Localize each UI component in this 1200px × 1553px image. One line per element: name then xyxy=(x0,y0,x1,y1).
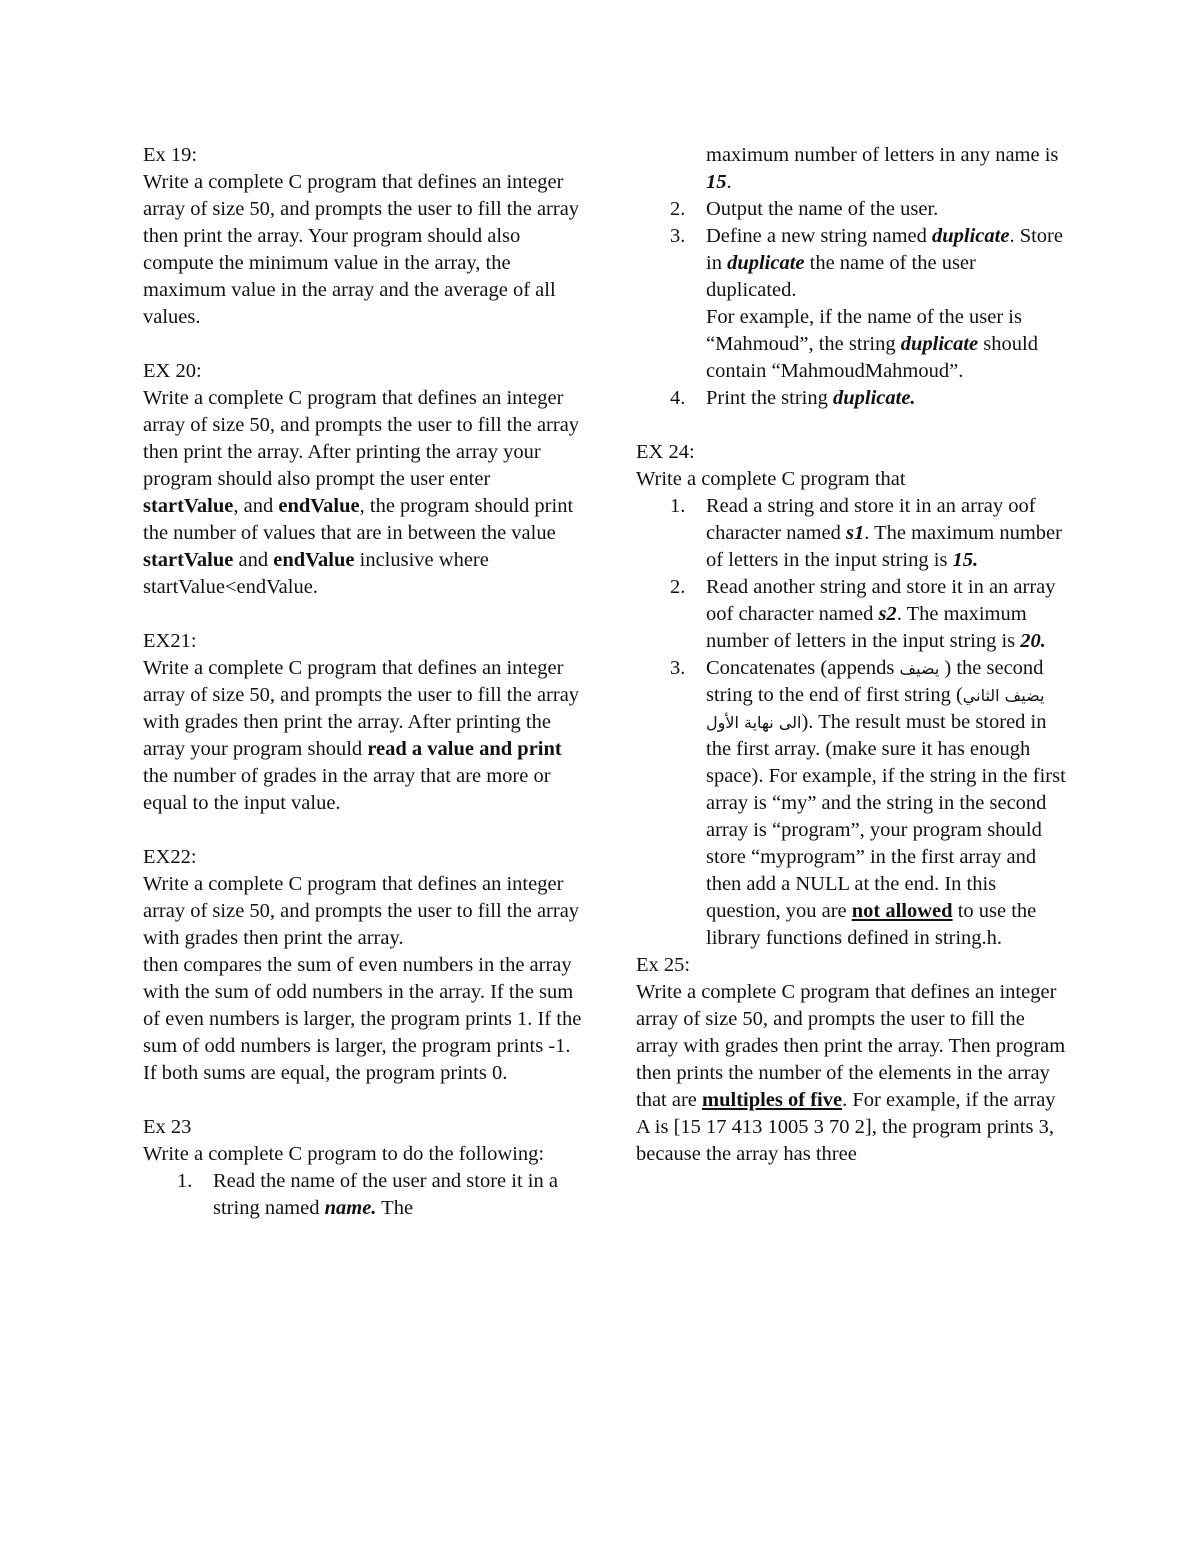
exercise-title: EX21: xyxy=(143,630,197,652)
text-run: , and xyxy=(233,495,279,517)
exercise-text: Write a complete C program that xyxy=(636,468,906,490)
keyword: duplicate xyxy=(900,333,979,355)
keyword: startValue xyxy=(143,495,234,517)
exercise-title: EX 24: xyxy=(636,441,695,463)
exercise-title: Ex 19: xyxy=(143,144,198,166)
keyword: startValue xyxy=(143,549,234,571)
keyword: multiples of five xyxy=(702,1089,843,1111)
keyword: duplicate. xyxy=(832,387,916,409)
numbered-list xyxy=(636,493,1066,952)
exercise-text: then compares the sum of even numbers in the array with the sum of odd numbers in the array. If the sum of even numbers is larger, the program prints 1. If the sum of odd numbers is larger, the program prints -1. If both sums are equal, the program prints 0. xyxy=(143,954,582,1084)
exercise-23-continued xyxy=(636,142,1066,412)
keyword: duplicate xyxy=(932,225,1010,247)
exercise-title: EX 20: xyxy=(143,360,202,382)
text-run: the number of grades in the array that are more or equal to the input value. xyxy=(143,765,551,814)
keyword: duplicate xyxy=(727,252,805,274)
exercise-text xyxy=(143,655,583,817)
exercise-22 xyxy=(143,844,583,1087)
exercise-19 xyxy=(143,142,583,331)
keyword: endValue xyxy=(278,495,360,517)
list-item xyxy=(636,385,1066,412)
text-run: Concatenates (appends xyxy=(706,657,900,679)
arabic-text: يضيف xyxy=(899,659,940,678)
list-item xyxy=(143,1168,583,1222)
text-run: . The maximum number of letters in the input string is xyxy=(706,522,1062,571)
numbered-list xyxy=(636,196,1066,412)
exercise-title: Ex 25: xyxy=(636,954,691,976)
list-item xyxy=(636,223,1066,385)
list-number: 4. xyxy=(670,387,686,409)
list-number: 2. xyxy=(670,198,686,220)
text-run: maximum number of letters in any name is xyxy=(706,144,1059,166)
keyword: s2 xyxy=(878,603,897,625)
text-run: Output the name of the user. xyxy=(706,198,939,220)
text-run: Print the string xyxy=(706,387,833,409)
exercise-title: EX22: xyxy=(143,846,197,868)
keyword: 20. xyxy=(1020,630,1046,652)
exercise-24 xyxy=(636,439,1066,952)
list-item xyxy=(636,655,1066,952)
text-run: . For example, if the array A is [15 17 413 1005 3 70 2], the program prints 3, because the array has three xyxy=(636,1089,1056,1165)
exercise-text xyxy=(143,385,583,601)
text-run: should contain “MahmoudMahmoud”. xyxy=(706,333,1038,382)
list-number: 3. xyxy=(670,225,686,247)
keyword: 15. xyxy=(952,549,979,571)
list-number: 1. xyxy=(177,1170,193,1192)
keyword: 15 xyxy=(706,171,727,193)
keyword: s1 xyxy=(846,522,865,544)
keyword: not allowed xyxy=(851,900,953,922)
text-run: inclusive where startValue<endValue. xyxy=(143,549,489,598)
numbered-list xyxy=(143,1168,583,1222)
text-run: and xyxy=(233,549,274,571)
exercise-20 xyxy=(143,358,583,601)
keyword: read a value and print xyxy=(367,738,562,760)
text-run: ). The result must be stored in the first array. (make sure it has enough space). For example, if the string in the first array is “my” and the string in the second array is “program”, your program should store “myprogram” in the first array and then add a NULL at the end. In this question, you are xyxy=(706,711,1066,922)
text-run: Read the name of the user and store it in a string named xyxy=(213,1170,558,1219)
list-item-continued xyxy=(636,142,1066,196)
text-run: the name of the user duplicated. xyxy=(706,252,976,301)
text-run: to use the library functions defined in string.h. xyxy=(706,900,1037,949)
list-item xyxy=(636,196,1066,223)
list-item xyxy=(636,574,1066,655)
right-column xyxy=(636,142,1066,1195)
exercise-25 xyxy=(636,952,1066,1168)
text-run: Write a complete C program that defines an integer array of size 50, and prompts the user to fill the array with grades then print the array. Then program then prints the number of the elements in the array that are xyxy=(636,981,1066,1111)
exercise-text: Write a complete C program that defines an integer array of size 50, and prompts the user to fill the array with grades then print the array. xyxy=(143,873,580,949)
text-run: Write a complete C program that defines an integer array of size 50, and prompts the user to fill the array then print the array. After printing the array your program should also prompt the user enter xyxy=(143,387,580,490)
exercise-21 xyxy=(143,628,583,817)
left-column xyxy=(143,142,583,1222)
keyword: name. xyxy=(324,1197,377,1219)
text-run: Define a new string named xyxy=(706,225,932,247)
text-run: For example, if the name of the user is “Mahmoud”, the string xyxy=(706,306,1022,355)
text-run: . Store in xyxy=(706,225,1063,274)
exercise-text: Write a complete C program that defines an integer array of size 50, and prompts the user to fill the array then print the array. Your program should also compute the minimum value in the array, the maximum value in the array and the average of all values. xyxy=(143,171,580,328)
exercise-23 xyxy=(143,1114,583,1222)
exercise-text: Write a complete C program to do the following: xyxy=(143,1143,545,1165)
exercise-title: Ex 23 xyxy=(143,1116,192,1138)
text-run: Read a string and store it in an array oof character named xyxy=(706,495,1036,544)
exercise-text xyxy=(636,979,1066,1168)
text-run: ) the second string to the end of first string ( xyxy=(706,657,1044,706)
list-item xyxy=(636,493,1066,574)
keyword: endValue xyxy=(273,549,355,571)
text-run: , the program should print the number of values that are in between the value xyxy=(143,495,574,544)
text-run: Read another string and store it in an array oof character named xyxy=(706,576,1056,625)
text-run: . The maximum number of letters in the input string is xyxy=(706,603,1027,652)
arabic-text: يضيف الثاني الى نهاية الأول xyxy=(706,686,1045,732)
text-run: The xyxy=(376,1197,414,1219)
text-run: . xyxy=(726,171,732,193)
text-run: Write a complete C program that defines an integer array of size 50, and prompts the user to fill the array with grades then print the array. After printing the array your program should xyxy=(143,657,580,760)
list-number: 3. xyxy=(670,657,686,679)
list-number: 2. xyxy=(670,576,686,598)
list-number: 1. xyxy=(670,495,686,517)
